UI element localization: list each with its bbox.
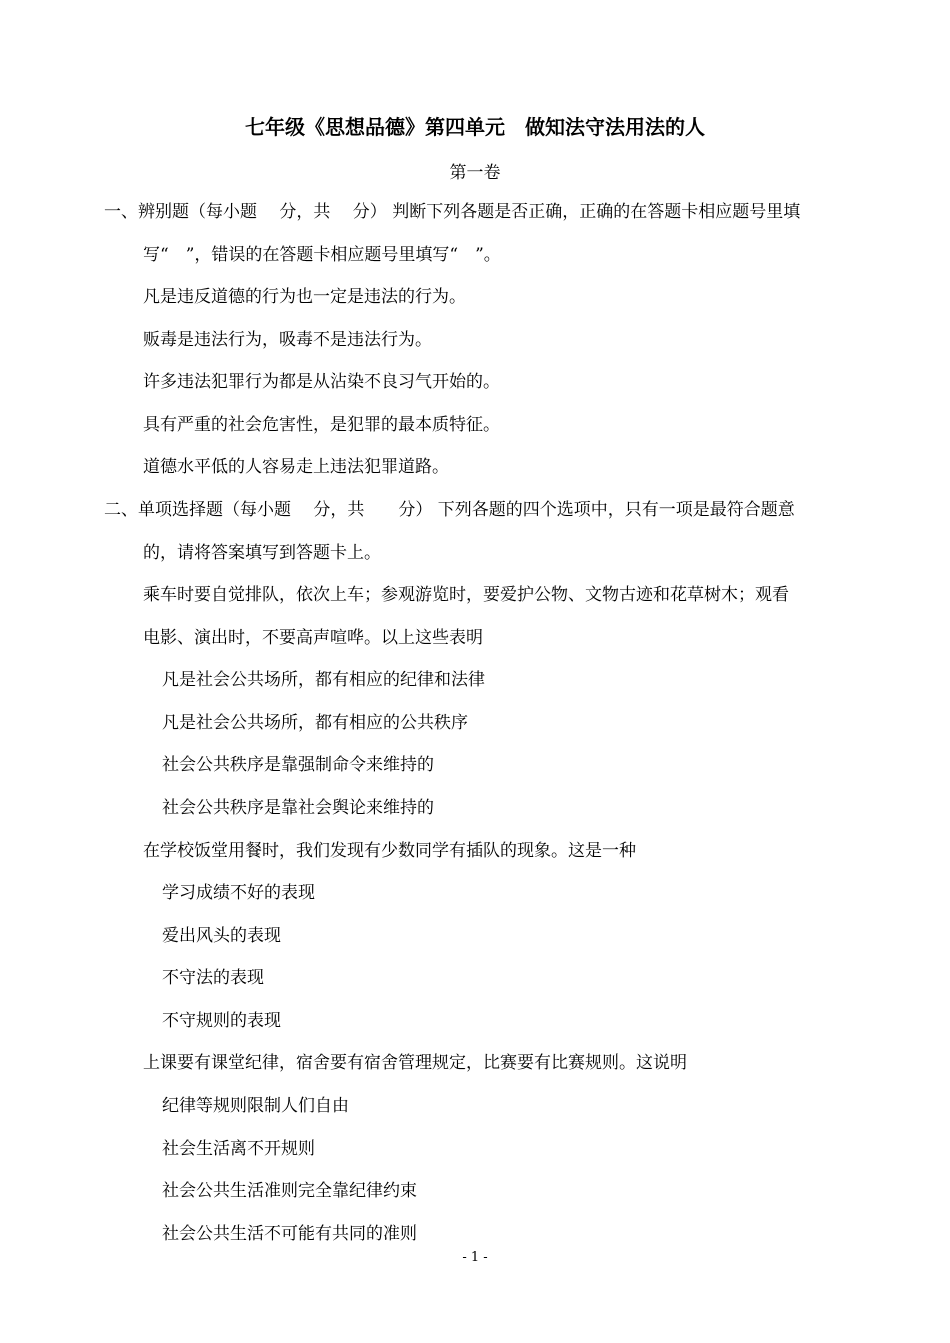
question-1-option: 凡是社会公共场所，都有相应的纪律和法律 xyxy=(162,670,485,690)
question-2-option: 学习成绩不好的表现 xyxy=(162,883,315,903)
judgment-item: 贩毒是违法行为，吸毒不是违法行为。 xyxy=(143,330,432,350)
section1-heading: 一、辨别题（每小题 分，共 分） 判断下列各题是否正确，正确的在答题卡相应题号里填 xyxy=(104,202,801,222)
judgment-item: 道德水平低的人容易走上违法犯罪道路。 xyxy=(143,457,449,477)
section2-heading-cont: 的，请将答案填写到答题卡上。 xyxy=(143,543,381,563)
question-1-option: 社会公共秩序是靠强制命令来维持的 xyxy=(162,755,434,775)
question-1-option: 社会公共秩序是靠社会舆论来维持的 xyxy=(162,798,434,818)
question-1-option: 凡是社会公共场所，都有相应的公共秩序 xyxy=(162,713,468,733)
section1-heading-cont: 写“ ”，错误的在答题卡相应题号里填写“ ”。 xyxy=(143,245,501,265)
question-1-text-cont: 电影、演出时，不要高声喧哗。以上这些表明 xyxy=(143,628,483,648)
page-number: - 1 - xyxy=(462,1250,488,1265)
question-2-option: 不守规则的表现 xyxy=(162,1011,281,1031)
question-3-option: 社会生活离不开规则 xyxy=(162,1139,315,1159)
section2-heading: 二、单项选择题（每小题 分，共 分） 下列各题的四个选项中，只有一项是最符合题意 xyxy=(104,500,795,520)
page-title: 七年级《思想品德》第四单元 做知法守法用法的人 xyxy=(245,115,705,139)
question-2-option: 爱出风头的表现 xyxy=(162,926,281,946)
question-3-option: 社会公共生活准则完全靠纪律约束 xyxy=(162,1181,417,1201)
judgment-item: 具有严重的社会危害性，是犯罪的最本质特征。 xyxy=(143,415,500,435)
volume-label: 第一卷 xyxy=(449,163,501,183)
question-3-text: 上课要有课堂纪律，宿舍要有宿舍管理规定，比赛要有比赛规则。这说明 xyxy=(143,1053,687,1073)
judgment-item: 凡是违反道德的行为也一定是违法的行为。 xyxy=(143,287,466,307)
question-2-option: 不守法的表现 xyxy=(162,968,264,988)
question-3-option: 社会公共生活不可能有共同的准则 xyxy=(162,1224,417,1244)
judgment-item: 许多违法犯罪行为都是从沾染不良习气开始的。 xyxy=(143,372,500,392)
question-1-text: 乘车时要自觉排队，依次上车；参观游览时，要爱护公物、文物古迹和花草树木；观看 xyxy=(143,585,789,605)
question-3-option: 纪律等规则限制人们自由 xyxy=(162,1096,349,1116)
question-2-text: 在学校饭堂用餐时，我们发现有少数同学有插队的现象。这是一种 xyxy=(143,841,636,861)
